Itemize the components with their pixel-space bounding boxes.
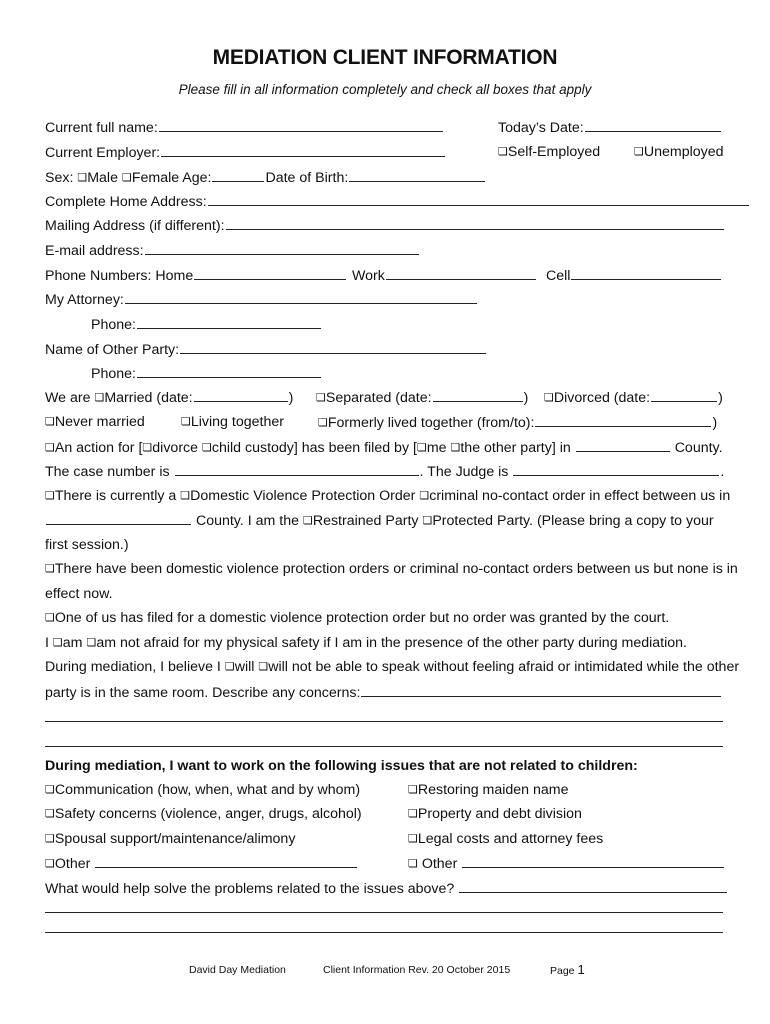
row-employer: [45, 142, 727, 162]
male-checkbox[interactable]: ❏: [77, 172, 87, 184]
attorney-phone-field[interactable]: [137, 314, 321, 329]
divorce-checkbox[interactable]: ❏: [142, 442, 152, 454]
am-not-afraid-checkbox[interactable]: ❏: [86, 637, 96, 649]
email-field[interactable]: [145, 240, 419, 255]
action-county-field[interactable]: [576, 437, 670, 452]
row-currently-order: ❏There is currently a ❏Domestic Violence Protection Order ❏criminal no-contact order in effect between us in: [45, 488, 731, 504]
mailing-address-field[interactable]: [226, 215, 724, 230]
currently-order-checkbox[interactable]: ❏: [45, 490, 54, 502]
home-address-field[interactable]: [208, 191, 749, 206]
concerns-line-2[interactable]: [45, 746, 723, 747]
formerly-dates-field[interactable]: [535, 412, 711, 427]
prior-orders-checkbox[interactable]: ❏: [45, 563, 54, 575]
restoring-maiden-checkbox[interactable]: ❏: [408, 784, 417, 796]
other-party-phone-label: Phone:: [91, 366, 136, 382]
divorced-date-field[interactable]: [651, 387, 717, 402]
attorney-field[interactable]: [125, 289, 477, 304]
property-checkbox[interactable]: ❏: [408, 808, 417, 820]
communication-checkbox[interactable]: ❏: [45, 784, 54, 796]
what-would-help-field[interactable]: [459, 878, 727, 893]
age-field[interactable]: [212, 167, 264, 182]
other-party-field[interactable]: [180, 339, 486, 354]
row-sex-age-dob: Sex: ❏Male ❏Female Age: Date of Birth:: [45, 167, 727, 187]
help-line-1[interactable]: [45, 912, 723, 913]
self-employed-checkbox[interactable]: ❏: [498, 146, 507, 158]
home-phone-label: Phone Numbers: Home: [45, 268, 194, 284]
married-checkbox[interactable]: ❏: [94, 392, 104, 404]
home-address-label: Complete Home Address:: [45, 194, 207, 210]
help-line-2[interactable]: [45, 932, 723, 933]
unemployed-option[interactable]: ❏Unemployed: [634, 144, 724, 160]
we-are-label: We are: [45, 390, 91, 406]
living-together-checkbox[interactable]: ❏: [181, 416, 190, 428]
row-issues-3: ❏Spousal support/maintenance/alimony ❏Legal costs and attorney fees: [45, 831, 604, 847]
row-marital-status: We are ❏Married (date: ) ❏Separated (date: ) ❏Divorced (date: ): [45, 387, 727, 407]
mailing-address-label: Mailing Address (if different):: [45, 218, 225, 234]
todays-date-label: Today’s Date:: [498, 117, 722, 138]
row-full-name: [45, 117, 727, 137]
footer-page: [550, 962, 585, 978]
judge-field[interactable]: [513, 461, 719, 476]
employer-field[interactable]: [161, 142, 445, 157]
row-email: [45, 240, 727, 260]
dob-label: Date of Birth:: [265, 170, 349, 186]
home-phone-field[interactable]: [194, 265, 346, 280]
page-number: 1: [577, 962, 585, 977]
separated-checkbox[interactable]: ❏: [316, 392, 325, 404]
cell-phone-field[interactable]: [571, 265, 721, 280]
dob-field[interactable]: [349, 167, 485, 182]
row-other-party: [45, 339, 727, 359]
judge-label: . The Judge is: [419, 464, 509, 480]
issues-heading: During mediation, I want to work on the following issues that are not related to children:: [45, 758, 638, 774]
row-county-party: County. I am the ❏Restrained Party ❏Protected Party. (Please bring a copy to your: [45, 510, 727, 530]
me-checkbox[interactable]: ❏: [416, 442, 426, 454]
action-checkbox[interactable]: ❏: [45, 442, 54, 454]
row-first-session: first session.): [45, 537, 129, 553]
filed-not-granted-checkbox[interactable]: ❏: [45, 612, 54, 624]
never-married-checkbox[interactable]: ❏: [45, 416, 54, 428]
cell-phone-label: Cell: [546, 268, 571, 284]
other-party-phone-field[interactable]: [137, 363, 321, 378]
married-date-field[interactable]: [194, 387, 288, 402]
attorney-label: My Attorney:: [45, 292, 124, 308]
footer-left: David Day Mediation: [189, 964, 286, 976]
female-checkbox[interactable]: ❏: [121, 172, 131, 184]
other-party-label: Name of Other Party:: [45, 342, 180, 358]
will-not-checkbox[interactable]: ❏: [258, 661, 268, 673]
other1-field[interactable]: [95, 853, 357, 868]
safety-checkbox[interactable]: ❏: [45, 808, 54, 820]
row-my-attorney: [45, 289, 727, 309]
other2-checkbox[interactable]: ❏: [408, 858, 417, 870]
row-what-would-help: What would help solve the problems related to the issues above?: [45, 878, 727, 898]
row-there-have-been: ❏There have been domestic violence protection orders or criminal no-contact orders between us but none is in: [45, 561, 738, 577]
row-case-judge: The case number is . The Judge is .: [45, 461, 727, 481]
todays-date-field[interactable]: [585, 117, 721, 132]
legal-costs-checkbox[interactable]: ❏: [408, 833, 417, 845]
full-name-field[interactable]: [159, 117, 443, 132]
dv-order-checkbox[interactable]: ❏: [180, 490, 190, 502]
unemployed-checkbox[interactable]: ❏: [634, 146, 643, 158]
page-label: Page: [550, 965, 575, 977]
sex-label: Sex:: [45, 170, 74, 186]
form-subtitle: Please fill in all information completely and check all boxes that apply: [178, 82, 592, 97]
order-county-field[interactable]: [46, 510, 191, 525]
protected-checkbox[interactable]: ❏: [422, 515, 432, 527]
separated-date-field[interactable]: [433, 387, 523, 402]
form-title: MEDIATION CLIENT INFORMATION: [212, 46, 558, 69]
row-attorney-phone: [45, 314, 727, 334]
age-label: Age:: [182, 170, 212, 186]
work-phone-label: Work: [352, 268, 385, 284]
restrained-checkbox[interactable]: ❏: [302, 515, 312, 527]
row-afraid: I ❏am ❏am not afraid for my physical safety if I am in the presence of the other party during mediation.: [45, 635, 687, 651]
row-home-address: [45, 191, 727, 211]
row-effect-now: effect now.: [45, 586, 113, 602]
other2-field[interactable]: [462, 853, 724, 868]
other1-checkbox[interactable]: ❏: [45, 858, 54, 870]
row-phone-numbers: [45, 265, 727, 285]
case-number-label: The case number is: [45, 464, 170, 480]
row-action-filed: ❏An action for [❏divorce ❏child custody] has been filed by [❏me ❏the other party] in County.: [45, 437, 727, 457]
row-issues-1: ❏Communication (how, when, what and by whom) ❏Restoring maiden name: [45, 782, 569, 798]
formerly-lived-checkbox[interactable]: ❏: [318, 417, 327, 429]
criminal-order-checkbox[interactable]: ❏: [419, 490, 429, 502]
attorney-phone-label: Phone:: [91, 317, 136, 333]
footer-middle: Client Information Rev. 20 October 2015: [323, 964, 511, 976]
email-label: E-mail address:: [45, 243, 144, 259]
row-issues-4: ❏Other ❏ Other: [45, 853, 727, 873]
employer-label: Current Employer:: [45, 142, 446, 163]
spousal-checkbox[interactable]: ❏: [45, 833, 54, 845]
self-employed-option[interactable]: ❏Self-Employed: [498, 144, 601, 160]
row-relationship: ❏Never married ❏Living together ❏Formerly lived together (from/to): ): [45, 414, 718, 431]
divorced-checkbox[interactable]: ❏: [544, 392, 553, 404]
row-speak: During mediation, I believe I ❏will ❏will not be able to speak without feeling afraid or intimidated while the other: [45, 659, 740, 675]
row-one-of-us: ❏One of us has filed for a domestic violence protection order but no order was granted by the court.: [45, 610, 670, 626]
work-phone-field[interactable]: [386, 265, 536, 280]
child-custody-checkbox[interactable]: ❏: [202, 442, 211, 454]
row-mailing-address: [45, 215, 727, 235]
row-other-party-phone: [45, 363, 727, 383]
case-number-field[interactable]: [175, 461, 419, 476]
concerns-line-1[interactable]: [45, 721, 723, 722]
am-afraid-checkbox[interactable]: ❏: [52, 637, 62, 649]
will-checkbox[interactable]: ❏: [224, 661, 234, 673]
concerns-field[interactable]: [361, 682, 721, 697]
row-issues-2: ❏Safety concerns (violence, anger, drugs, alcohol) ❏Property and debt division: [45, 806, 582, 822]
row-concerns: party is in the same room. Describe any concerns:: [45, 682, 727, 702]
other-party-checkbox[interactable]: ❏: [450, 442, 460, 454]
full-name-label: Current full name:: [45, 117, 444, 138]
